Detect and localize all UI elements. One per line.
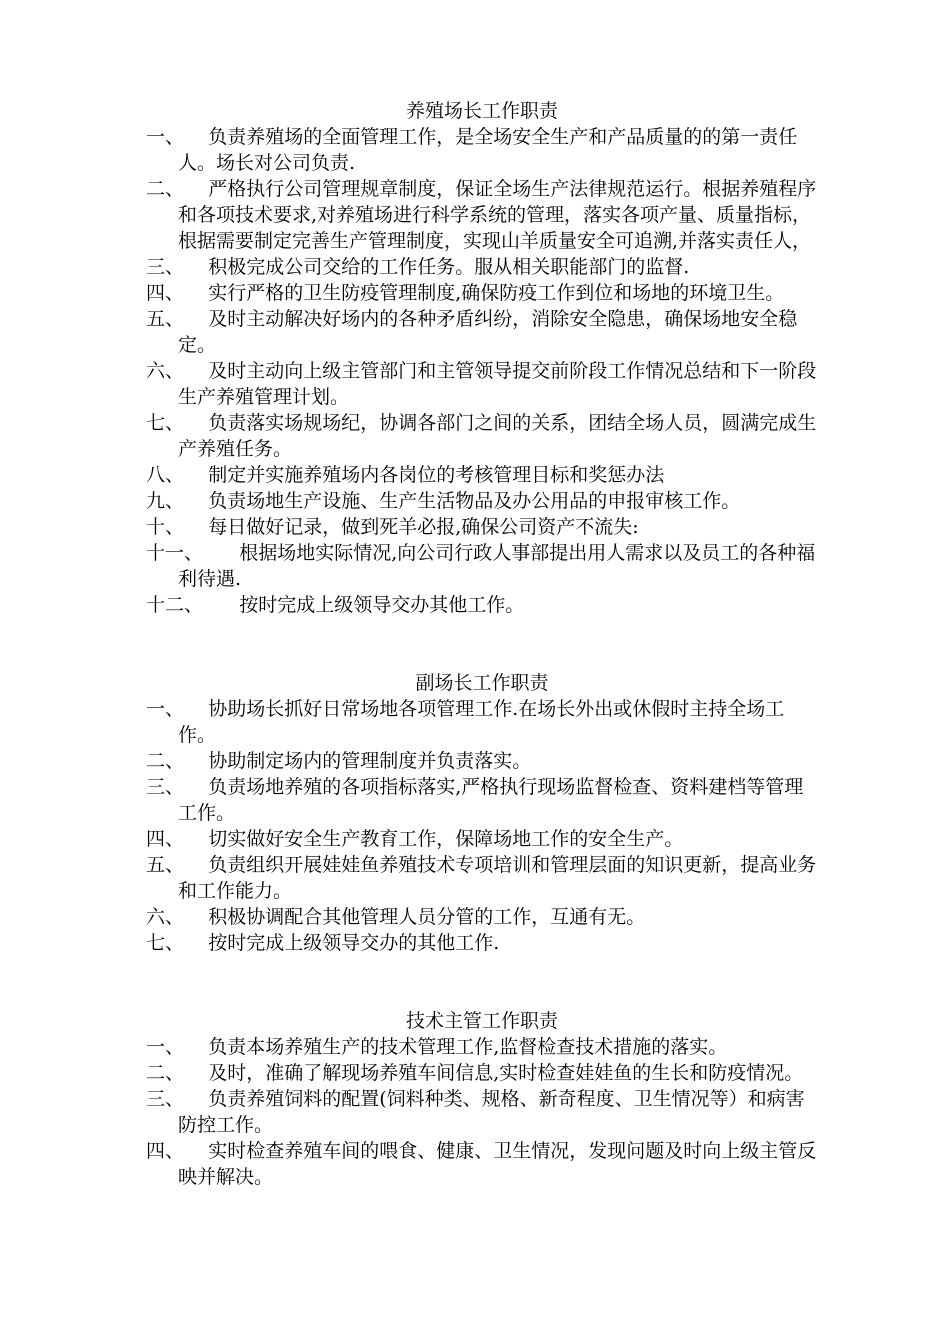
section-deputy-director [146, 670, 818, 956]
item-text: 每日做好记录，做到死羊必报,确保公司资产不流失: [208, 516, 639, 538]
duty-list [146, 124, 818, 618]
list-item [146, 852, 818, 904]
list-item [146, 540, 818, 592]
list-item [146, 1034, 818, 1060]
item-number: 八、 [146, 464, 185, 486]
list-item [146, 826, 818, 852]
item-number: 七、 [146, 932, 185, 954]
item-number: 四、 [146, 282, 185, 304]
item-text: 负责组织开展娃娃鱼养殖技术专项培训和管理层面的知识更新，提高业务和工作能力。 [178, 854, 817, 902]
item-number: 六、 [146, 906, 185, 928]
document-page [146, 98, 818, 1190]
item-text: 协助场长抓好日常场地各项管理工作.在场长外出或休假时主持全场工作。 [178, 698, 785, 746]
section-farm-director [146, 98, 818, 618]
item-number: 七、 [146, 412, 185, 434]
list-item [146, 462, 818, 488]
list-item [146, 904, 818, 930]
item-number: 一、 [146, 698, 185, 720]
item-number: 二、 [146, 178, 185, 200]
list-item [146, 488, 818, 514]
list-item [146, 1086, 818, 1138]
section-spacer [146, 618, 818, 670]
item-text: 负责本场养殖生产的技术管理工作,监督检查技术措施的落实。 [208, 1036, 728, 1058]
list-item [146, 358, 818, 410]
list-item [146, 254, 818, 280]
item-number: 九、 [146, 490, 185, 512]
item-number: 五、 [146, 308, 185, 330]
item-text: 积极完成公司交给的工作任务。服从相关职能部门的监督. [208, 256, 690, 278]
item-number: 四、 [146, 828, 185, 850]
duty-list [146, 696, 818, 956]
item-text: 负责场地养殖的各项指标落实,严格执行现场监督检查、资料建档等管理工作。 [178, 776, 804, 824]
item-text: 按时完成上级领导交办其他工作。 [239, 594, 525, 616]
item-text: 切实做好安全生产教育工作，保障场地工作的安全生产。 [208, 828, 684, 850]
list-item [146, 124, 818, 176]
list-item [146, 176, 818, 254]
item-number: 十一、 [146, 542, 204, 564]
section-title: 技术主管工作职责 [405, 1010, 558, 1032]
item-text: 积极协调配合其他管理人员分管的工作，互通有无。 [208, 906, 646, 928]
item-number: 六、 [146, 360, 185, 382]
item-text: 及时，准确了解现场养殖车间信息,实时检查娃娃鱼的生长和防疫情况。 [208, 1062, 804, 1084]
list-item [146, 514, 818, 540]
list-item [146, 930, 818, 956]
item-number: 三、 [146, 256, 185, 278]
item-text: 负责养殖场的全面管理工作，是全场安全生产和产品质量的的第一责任人。场长对公司负责. [178, 126, 798, 174]
item-number: 三、 [146, 1088, 185, 1110]
item-text: 实时检查养殖车间的喂食、健康、卫生情况，发现问题及时向上级主管反映并解决。 [178, 1140, 817, 1188]
list-item [146, 410, 818, 462]
item-number: 五、 [146, 854, 185, 876]
list-item [146, 774, 818, 826]
item-text: 负责养殖饲料的配置(饲料种类、规格、新奇程度、卫生情况等）和病害防控工作。 [178, 1088, 805, 1136]
item-number: 二、 [146, 750, 185, 772]
duty-list [146, 1034, 818, 1190]
list-item [146, 306, 818, 358]
list-item [146, 748, 818, 774]
section-technical-supervisor [146, 1008, 818, 1190]
list-item [146, 1060, 818, 1086]
list-item [146, 696, 818, 748]
section-spacer [146, 956, 818, 1008]
section-title: 副场长工作职责 [415, 672, 549, 694]
list-item [146, 592, 818, 618]
item-text: 按时完成上级领导交办的其他工作. [208, 932, 500, 954]
item-number: 一、 [146, 126, 185, 148]
section-title: 养殖场长工作职责 [405, 100, 558, 122]
item-text: 负责落实场规场纪，协调各部门之间的关系，团结全场人员，圆满完成生产养殖任务。 [178, 412, 817, 460]
list-item [146, 1138, 818, 1190]
item-number: 二、 [146, 1062, 185, 1084]
item-text: 严格执行公司管理规章制度，保证全场生产法律规范运行。根据养殖程序和各项技术要求,对养殖场进行科学系统的管理，落实各项产量、质量指标，根据需要制定完善生产管理制度，实现山羊质量安全可追溯,并落实责任人， [178, 178, 817, 252]
item-number: 四、 [146, 1140, 185, 1162]
item-number: 三、 [146, 776, 185, 798]
item-text: 制定并实施养殖场内各岗位的考核管理目标和奖惩办法 [208, 464, 665, 486]
item-number: 一、 [146, 1036, 185, 1058]
item-number: 十二、 [146, 594, 204, 616]
item-number: 十、 [146, 516, 185, 538]
item-text: 及时主动解决好场内的各种矛盾纠纷，消除安全隐患，确保场地安全稳定。 [178, 308, 798, 356]
item-text: 及时主动向上级主管部门和主管领导提交前阶段工作情况总结和下一阶段生产养殖管理计划。 [178, 360, 817, 408]
item-text: 根据场地实际情况,向公司行政人事部提出用人需求以及员工的各种福利待遇. [178, 542, 816, 590]
list-item [146, 280, 818, 306]
item-text: 协助制定场内的管理制度并负责落实。 [208, 750, 532, 772]
item-text: 负责场地生产设施、生产生活物品及办公用品的申报审核工作。 [208, 490, 741, 512]
item-text: 实行严格的卫生防疫管理制度,确保防疫工作到位和场地的环境卫生。 [208, 282, 785, 304]
